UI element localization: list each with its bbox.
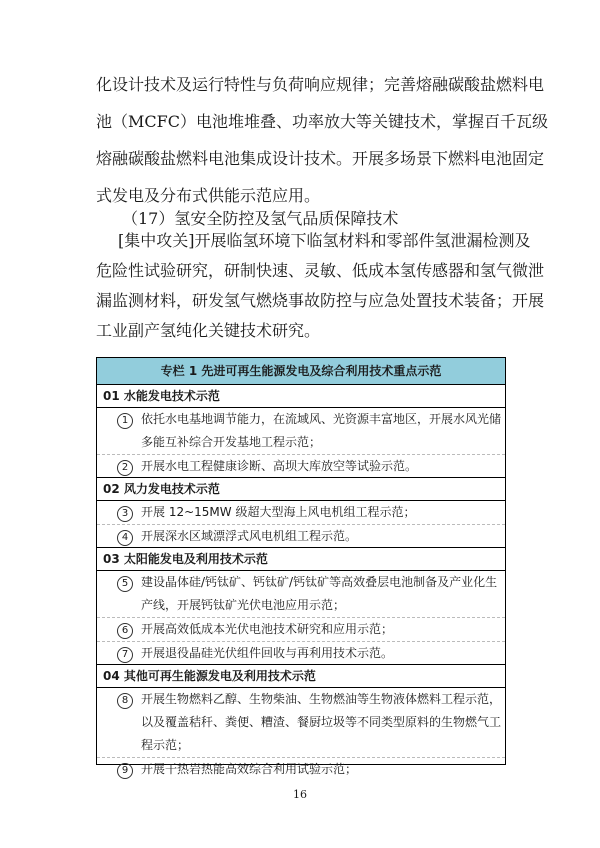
list-item <box>97 758 505 781</box>
list-item <box>97 688 505 758</box>
item-text: 开展 12~15MW 级超大型海上风电机组工程示范； <box>141 505 416 519</box>
section-solar: 03 太阳能发电及利用技术示范 <box>97 547 505 571</box>
item-text: 开展水电工程健康诊断、高坝大库放空等试验示范。 <box>141 459 418 473</box>
feature-box-1 <box>96 357 506 776</box>
item-text: 以及覆盖秸秆、粪便、糟渣、餐厨垃圾等不同类型原料的生物燃气工 <box>141 715 502 729</box>
list-item <box>97 408 505 455</box>
item-text: 建设晶体硅/钙钛矿、钙钛矿/钙钛矿等高效叠层电池制备及产业化生 <box>141 575 498 589</box>
item-text: 开展高效低成本光伏电池技术研究和应用示范； <box>141 622 394 636</box>
section-hydro: 01 水能发电技术示范 <box>97 384 505 408</box>
section-other-renewables: 04 其他可再生能源发电及利用技术示范 <box>97 664 505 688</box>
item-text: 程示范； <box>141 738 190 752</box>
item-number: 6 <box>117 623 133 639</box>
paragraph-line: 池（MCFC）电池堆堆叠、功率放大等关键技术，掌握百千瓦级 <box>96 112 548 131</box>
item-text: 开展生物燃料乙醇、生物柴油、生物燃油等生物液体燃料工程示范， <box>141 692 502 706</box>
paragraph-line: 工业副产氢纯化关键技术研究。 <box>96 321 321 340</box>
paragraph-line: 式发电及分布式供能示范应用。 <box>96 186 321 205</box>
paragraph-line: 漏监测材料，研发氢气燃烧事故防控与应急处置技术装备；开展 <box>96 291 545 310</box>
item-number: 8 <box>117 693 133 709</box>
item-number: 2 <box>117 460 133 476</box>
item-text: 开展干热岩热能高效综合利用试验示范； <box>141 762 358 776</box>
item-text: 开展深水区域漂浮式风电机组工程示范。 <box>141 529 358 543</box>
list-item <box>97 501 505 525</box>
item-number: 4 <box>117 530 133 546</box>
list-item <box>97 525 505 548</box>
item-text: 产线，开展钙钛矿光伏电池应用示范； <box>141 598 346 612</box>
item-number: 9 <box>117 763 133 779</box>
paragraph-line: 化设计技术及运行特性与负荷响应规律；完善熔融碳酸盐燃料电 <box>96 75 545 94</box>
item-number: 7 <box>117 647 133 663</box>
section-wind: 02 风力发电技术示范 <box>97 477 505 501</box>
item-number: 1 <box>117 413 133 429</box>
paragraph-line: 熔融碳酸盐燃料电池集成设计技术。开展多场景下燃料电池固定 <box>96 149 545 168</box>
list-item <box>97 571 505 618</box>
item-text: 开展退役晶硅光伏组件回收与再利用技术示范。 <box>141 646 394 660</box>
list-item <box>97 642 505 665</box>
item-number: 5 <box>117 576 133 592</box>
feature-box-title: 专栏 1 先进可再生能源发电及综合利用技术重点示范 <box>97 358 505 385</box>
paragraph-line: [集中攻关]开展临氢环境下临氢材料和零部件氢泄漏检测及 <box>118 231 531 250</box>
page-number: 16 <box>293 788 307 801</box>
list-item <box>97 618 505 642</box>
item-text: 多能互补综合开发基地工程示范； <box>141 435 322 449</box>
section-heading-17: （17）氢安全防控及氢气品质保障技术 <box>122 209 399 228</box>
item-number: 3 <box>117 506 133 522</box>
paragraph-line: 危险性试验研究，研制快速、灵敏、低成本氢传感器和氢气微泄 <box>96 261 545 280</box>
list-item <box>97 455 505 478</box>
item-text: 依托水电基地调节能力，在流域风、光资源丰富地区，开展水风光储 <box>141 412 502 426</box>
